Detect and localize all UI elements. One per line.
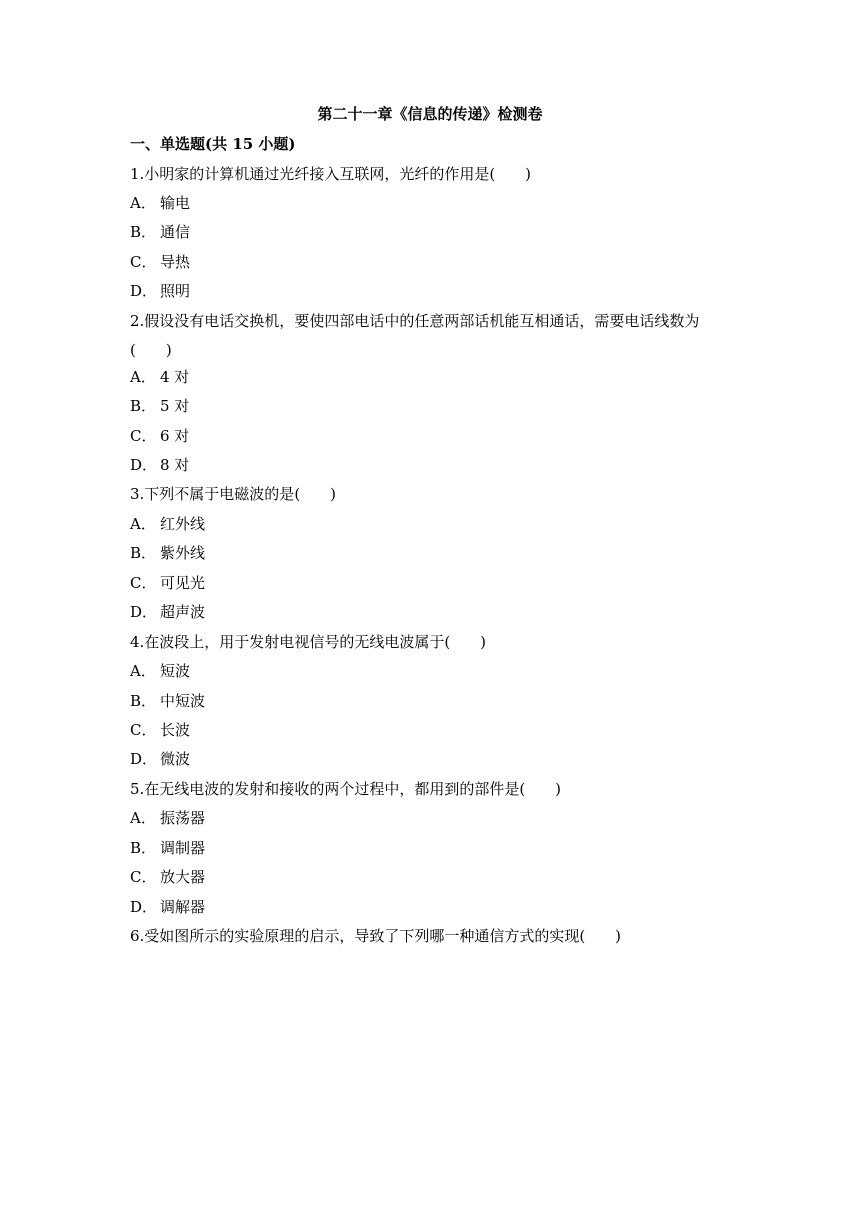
option-text: 调解器 [160, 898, 206, 916]
question-1-stem: 1.小明家的计算机通过光纤接入互联网，光纤的作用是( ) [130, 165, 532, 183]
q3-option-c [130, 573, 205, 593]
option-text: 6 对 [160, 427, 190, 445]
option-text: 紫外线 [160, 544, 206, 562]
q1-option-c [130, 252, 190, 272]
option-letter: A． [130, 368, 156, 386]
option-text: 输电 [160, 194, 191, 212]
question-2-stem-continued: ( ) [130, 341, 172, 359]
option-letter: B． [130, 223, 157, 241]
q3-option-b [130, 543, 205, 563]
question-6-stem: 6.受如图所示的实验原理的启示，导致了下列哪一种通信方式的实现( ) [130, 927, 622, 945]
option-letter: B． [130, 544, 157, 562]
option-letter: B． [130, 692, 157, 710]
q5-option-c [130, 867, 205, 887]
option-letter: C． [130, 427, 157, 445]
document-title: 第二十一章《信息的传递》检测卷 [317, 105, 543, 123]
q5-option-a [130, 808, 205, 828]
option-letter: B． [130, 397, 157, 415]
option-letter: A． [130, 515, 156, 533]
q1-option-d [130, 281, 190, 301]
option-text: 可见光 [160, 574, 206, 592]
q4-option-c [130, 720, 190, 740]
option-text: 调制器 [160, 839, 206, 857]
option-text: 微波 [160, 750, 191, 768]
option-text: 8 对 [160, 456, 190, 474]
q3-option-a [130, 514, 205, 534]
option-text: 超声波 [160, 603, 206, 621]
option-letter: C． [130, 253, 157, 271]
option-text: 照明 [160, 282, 191, 300]
option-letter: C． [130, 868, 157, 886]
q3-option-d [130, 602, 205, 622]
q2-option-d [130, 455, 189, 475]
option-text: 5 对 [160, 397, 190, 415]
option-letter: A． [130, 662, 156, 680]
q5-option-b [130, 838, 205, 858]
option-text: 长波 [160, 721, 191, 739]
q1-option-a [130, 193, 190, 213]
option-letter: D． [130, 898, 158, 916]
option-letter: C． [130, 721, 157, 739]
q4-option-b [130, 691, 205, 711]
option-text: 红外线 [160, 515, 206, 533]
option-letter: A． [130, 809, 156, 827]
option-letter: D． [130, 603, 158, 621]
q2-option-c [130, 426, 189, 446]
option-letter: D． [130, 750, 158, 768]
option-letter: B． [130, 839, 157, 857]
q4-option-d [130, 749, 190, 769]
option-letter: D． [130, 456, 158, 474]
option-letter: C． [130, 574, 157, 592]
section-heading: 一、单选题(共 15 小题) [130, 135, 296, 153]
option-text: 放大器 [160, 868, 206, 886]
question-5-stem: 5.在无线电波的发射和接收的两个过程中，都用到的部件是( ) [130, 780, 562, 798]
option-text: 振荡器 [160, 809, 206, 827]
question-2-stem: 2.假设没有电话交换机，要使四部电话中的任意两部话机能互相通话，需要电话线数为 [130, 312, 700, 330]
option-letter: A． [130, 194, 156, 212]
q2-option-a [130, 367, 189, 387]
option-text: 短波 [160, 662, 191, 680]
q1-option-b [130, 222, 190, 242]
option-text: 通信 [160, 223, 191, 241]
option-text: 4 对 [160, 368, 190, 386]
q4-option-a [130, 661, 190, 681]
option-letter: D． [130, 282, 158, 300]
option-text: 导热 [160, 253, 191, 271]
q5-option-d [130, 897, 205, 917]
question-4-stem: 4.在波段上，用于发射电视信号的无线电波属于( ) [130, 633, 487, 651]
question-3-stem: 3.下列不属于电磁波的是( ) [130, 485, 337, 503]
q2-option-b [130, 396, 189, 416]
option-text: 中短波 [160, 692, 206, 710]
